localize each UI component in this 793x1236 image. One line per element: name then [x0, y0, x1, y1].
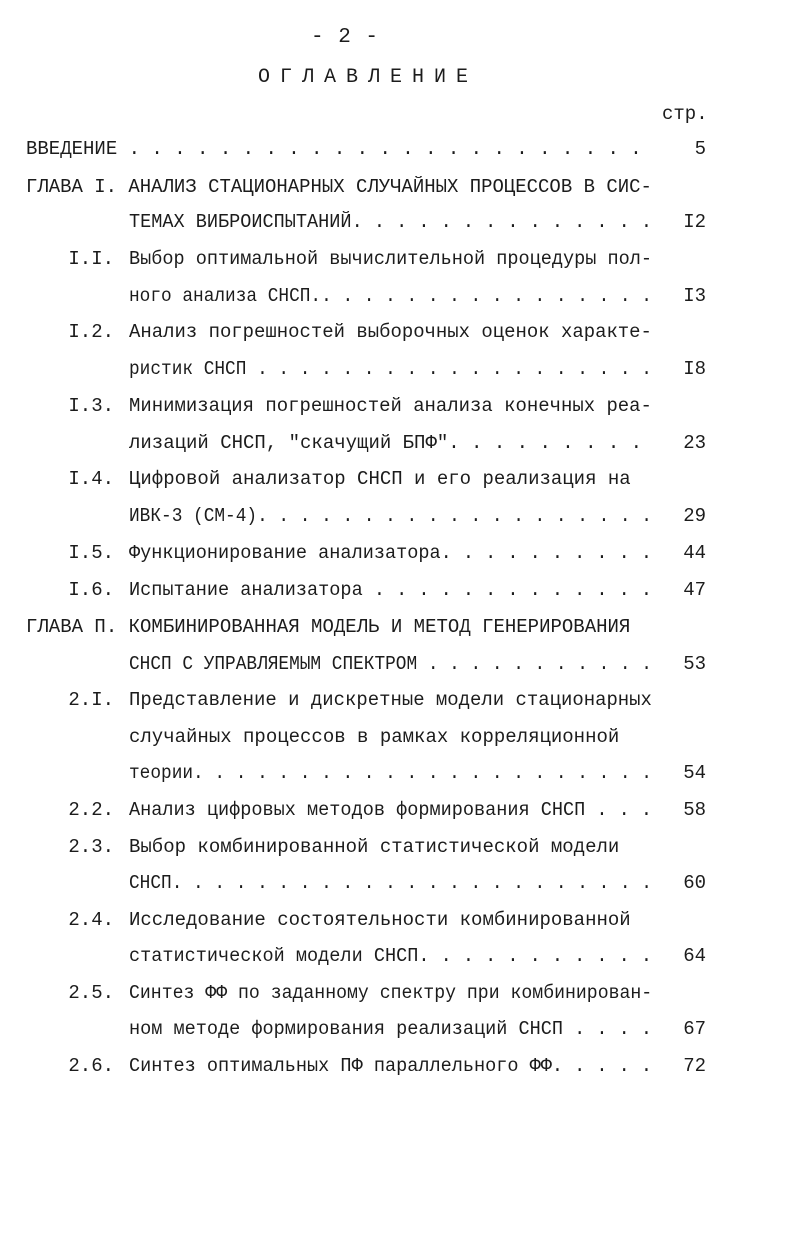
toc-entry-text: Цифровой анализатор СНСП и его реализация на	[129, 468, 631, 490]
toc-entry	[0, 909, 793, 939]
toc-entry-text: случайных процессов в рамках корреляционной	[129, 726, 620, 748]
toc-entry-text: ном методе формирования реализаций СНСП . . . .	[129, 1018, 653, 1040]
toc-entry	[0, 945, 793, 975]
toc-entry-page: 72	[683, 1055, 706, 1077]
toc-entry-number: 2.5.	[68, 982, 114, 1004]
toc-entry-text: Выбор комбинированной статистической модели	[129, 836, 620, 858]
toc-entry-page: I3	[683, 285, 706, 307]
toc-entry	[0, 468, 793, 498]
toc-entry-page: 47	[683, 579, 706, 601]
toc-entry-text: Испытание анализатора . . . . . . . . . . . . .	[129, 579, 653, 601]
toc-entry-number: I.6.	[68, 579, 114, 601]
toc-entry-number: I.5.	[68, 542, 114, 564]
toc-entry	[0, 432, 793, 462]
toc-entry	[0, 505, 793, 535]
page-column-label: стр.	[662, 103, 708, 125]
toc-entry-text: ТЕМАХ ВИБРОИСПЫТАНИЙ. . . . . . . . . . . . . .	[129, 211, 653, 233]
toc-entry-text: Функционирование анализатора. . . . . . . . . .	[129, 542, 653, 564]
toc-entry	[0, 248, 793, 278]
toc-entry	[0, 653, 793, 683]
page-number: - 2 -	[311, 26, 380, 49]
toc-entry-text: ВВЕДЕНИЕ . . . . . . . . . . . . . . . . . . . . . . .	[26, 138, 642, 160]
toc-entry-page: 44	[683, 542, 706, 564]
toc-entry-text: статистической модели СНСП. . . . . . . . . . .	[129, 945, 653, 967]
toc-entry	[0, 211, 793, 241]
toc-entry-text: Синтез оптимальных ПФ параллельного ФФ. . . . .	[129, 1055, 653, 1077]
toc-entry	[0, 836, 793, 866]
toc-entry	[0, 579, 793, 609]
toc-entry-page: I8	[683, 358, 706, 380]
toc-entry	[0, 358, 793, 388]
toc-entry-text: лизаций СНСП, "скачущий БПФ". . . . . . . . .	[129, 432, 643, 454]
toc-entry-number: 2.I.	[68, 689, 114, 711]
toc-entry-text: Синтез ФФ по заданному спектру при комбинирован-	[129, 982, 653, 1004]
toc-entry-page: 5	[694, 138, 706, 160]
toc-entry-page: 29	[683, 505, 706, 527]
toc-entry-text: Анализ цифровых методов формирования СНСП . . .	[129, 799, 653, 821]
toc-entry	[0, 395, 793, 425]
toc-entry-text: Выбор оптимальной вычислительной процедуры пол-	[129, 248, 653, 270]
toc-entry-page: 58	[683, 799, 706, 821]
toc-entry	[0, 138, 793, 168]
toc-entry-text: Исследование состоятельности комбинированной	[129, 909, 631, 931]
toc-entry-number: I.4.	[68, 468, 114, 490]
toc-entry-number: 2.2.	[68, 799, 114, 821]
toc-entry-page: 23	[683, 432, 706, 454]
toc-entry-page: 54	[683, 762, 706, 784]
toc-entry-page: 60	[683, 872, 706, 894]
toc-entry	[0, 799, 793, 829]
toc-entry-page: I2	[683, 211, 706, 233]
toc-entry-page: 64	[683, 945, 706, 967]
toc-entry-number: I.3.	[68, 395, 114, 417]
toc-entry-number: 2.3.	[68, 836, 114, 858]
toc-entry-text: Анализ погрешностей выборочных оценок характе-	[129, 321, 652, 343]
toc-entry-number: I.2.	[68, 321, 114, 343]
toc-entry-text: Представление и дискретные модели стационарных	[129, 689, 652, 711]
toc-entry-number: I.I.	[68, 248, 114, 270]
toc-entry	[0, 689, 793, 719]
page-title: ОГЛАВЛЕНИЕ	[258, 66, 479, 89]
toc-entry-text: ристик СНСП . . . . . . . . . . . . . . . . . . .	[129, 358, 652, 380]
toc-entry	[0, 726, 793, 756]
toc-entry	[0, 285, 793, 315]
toc-entry	[0, 176, 793, 206]
toc-entry-page: 67	[683, 1018, 706, 1040]
toc-entry-text: ного анализа СНСП.. . . . . . . . . . . . . . . .	[129, 285, 652, 307]
toc-entry	[0, 1055, 793, 1085]
toc-entry-text: теории. . . . . . . . . . . . . . . . . . . . . .	[129, 762, 652, 784]
toc-entry-text: ИВК-3 (СМ-4). . . . . . . . . . . . . . . . . . .	[129, 505, 652, 527]
toc-entry-number: 2.6.	[68, 1055, 114, 1077]
toc-entry	[0, 982, 793, 1012]
toc-entry-text: ГЛАВА I. АНАЛИЗ СТАЦИОНАРНЫХ СЛУЧАЙНЫХ ПРОЦЕССОВ В СИС-	[26, 176, 652, 198]
toc-entry	[0, 321, 793, 351]
toc-entry-text: ГЛАВА П. КОМБИНИРОВАННАЯ МОДЕЛЬ И МЕТОД ГЕНЕРИРОВАНИЯ	[26, 616, 631, 638]
toc-entry-text: Минимизация погрешностей анализа конечных реа-	[129, 395, 652, 417]
toc-entry	[0, 872, 793, 902]
toc-entry-text: СНСП. . . . . . . . . . . . . . . . . . . . . . .	[129, 872, 652, 894]
toc-entry	[0, 616, 793, 646]
toc-entry-text: СНСП С УПРАВЛЯЕМЫМ СПЕКТРОМ . . . . . . . . . . .	[129, 653, 652, 675]
toc-entry-page: 53	[683, 653, 706, 675]
toc-entry-number: 2.4.	[68, 909, 114, 931]
toc-entry	[0, 762, 793, 792]
toc-entry	[0, 542, 793, 572]
toc-entry	[0, 1018, 793, 1048]
